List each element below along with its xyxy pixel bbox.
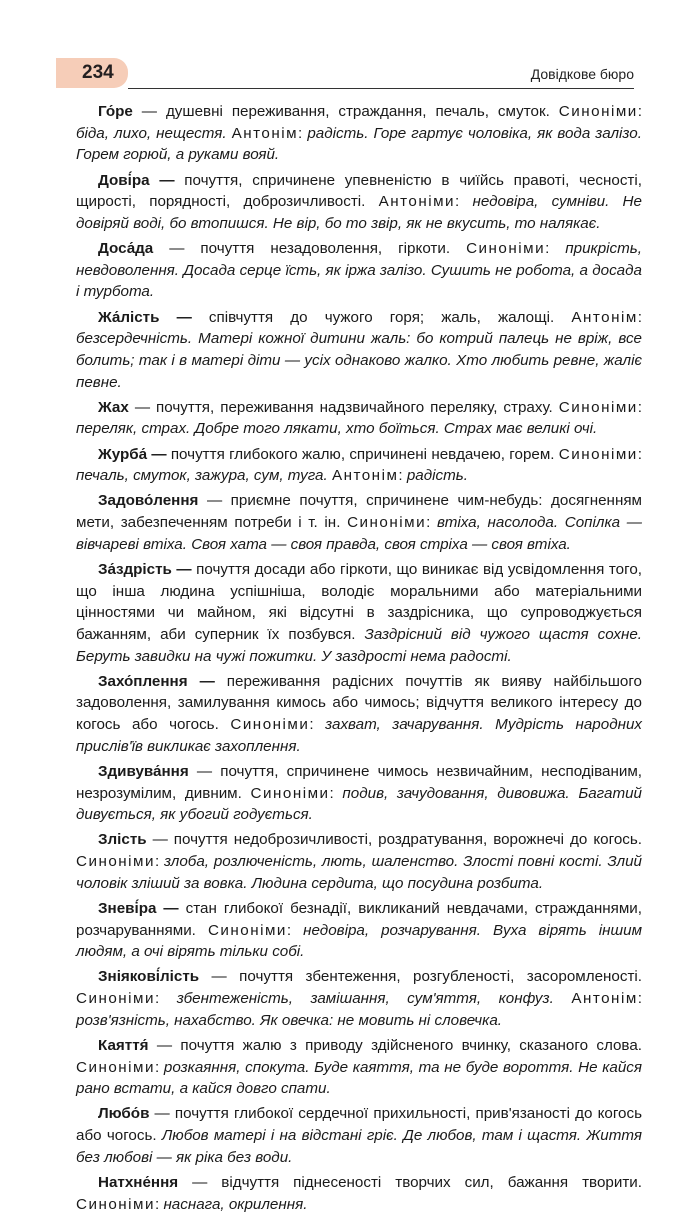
entry-example: Добре того лякати, хто боїться. Страх має великі очі. bbox=[194, 420, 598, 438]
dictionary-entry bbox=[76, 559, 642, 668]
dictionary-entry: Каяття́ — почуття жалю з приводу здійсненого вчинку, сказаного слова. Синоніми: розкаяння, спокута. Буде каяття, та не буде вороття. Не кайся рано встати, а кайся довго спати. bbox=[76, 1036, 642, 1098]
synonyms-text: недовіра, розчарування. bbox=[303, 921, 481, 939]
entry-example: Буде каяття, та не буде вороття. Не кайся рано встати, а кайся довго спати. bbox=[76, 1058, 642, 1098]
synonyms-label: Синоніми bbox=[558, 445, 638, 463]
antonyms-label: Антонім bbox=[571, 990, 638, 1008]
synonyms-label: Синоніми bbox=[76, 990, 155, 1008]
entry-definition: почуття глибокого жалю, спричинені невдачею, горем. bbox=[166, 445, 559, 463]
entry-headword: За́здрість — bbox=[98, 560, 192, 578]
synonyms-label: Синоніми bbox=[76, 1058, 155, 1076]
entry-headword: Любо́в bbox=[98, 1105, 150, 1123]
synonyms-text: наснага, окрилення. bbox=[163, 1195, 308, 1213]
running-title: Довідкове бюро bbox=[530, 66, 634, 82]
entry-headword: Жах bbox=[98, 398, 129, 416]
entry-headword: Злість bbox=[98, 831, 147, 849]
entry-example: Як овечка: не мовить ні словечка. bbox=[260, 1011, 502, 1029]
entry-headword: Здивува́ння bbox=[98, 762, 189, 780]
synonyms-label: Синоніми bbox=[76, 853, 155, 871]
dictionary-entry: Зневі́ра — стан глибокої безнадії, викликаний невдачами, стражданнями, розчаруваннями. Синоніми: недовіра, розчарування. Вуха вірять іншим людям, а очі вірять тільки собі. bbox=[76, 899, 642, 961]
dictionary-entry: Жах — почуття, переживання надзвичайного переляку, страху. Синоніми: переляк, страх. Добре того лякати, хто боїться. Страх має великі очі. bbox=[76, 398, 642, 438]
entry-definition: — почуття незадоволення, гіркоти. bbox=[153, 240, 467, 257]
synonyms-label: Синоніми bbox=[347, 514, 427, 531]
dictionary-entry: Жа́лість — співчуття до чужого горя; жаль, жалощі. Антонім: безсердечність. Матері кожної дитини жаль: бо котрий палець не вріж, все болить; так і в матері діти — усіх однаково жалко. Хто любить ревне, жаліє певне. bbox=[76, 308, 643, 391]
entry-definition: почуття, спричинене упевненістю в чиїйсь правоті, чесності, щирості, порядності, доброзичливості. bbox=[76, 171, 642, 211]
entry-definition: співчуття до чужого горя; жаль, жалощі. bbox=[191, 308, 572, 326]
entry-headword: Каяття́ bbox=[98, 1036, 149, 1054]
entry-definition: — душевні переживання, страждання, печаль, смуток. bbox=[132, 103, 559, 120]
synonyms-label: Синоніми bbox=[207, 921, 287, 939]
entry-definition: — почуття жалю з приводу здійсненого вчинку, сказаного слова. bbox=[148, 1036, 642, 1054]
entry-headword: Го́ре bbox=[98, 103, 133, 120]
synonyms-label: Синоніми bbox=[466, 240, 546, 257]
antonyms-label: Антонім bbox=[571, 308, 638, 326]
synonyms-text: переляк, страх. bbox=[76, 420, 191, 438]
entry-example: Вуха вірять іншим людям, а очі вірять тільки собі. bbox=[76, 921, 642, 961]
antonyms-text: розв'язність, нахабство. bbox=[76, 1011, 256, 1029]
page-number: 234 bbox=[82, 62, 114, 83]
entry-definition: — почуття, спричинене чимось незвичайним, несподіваним, незрозумілим, дивним. bbox=[76, 762, 642, 802]
entry-example: Сопілка — вівчареві втіха. Своя хата — своя правда, своя стріха — своя втіха. bbox=[76, 514, 642, 553]
synonyms-text: злоба, розлюченість, лють, шаленство. bbox=[164, 853, 459, 871]
synonyms-text: розкаяння, спокута. bbox=[163, 1058, 310, 1076]
entry-definition: стан глибокої безнадії, викликаний невдачами, стражданнями, розчаруваннями. bbox=[76, 899, 642, 939]
antonyms-text: радість. bbox=[406, 467, 468, 485]
entry-example: Заздрісний від чужого щастя сохне. Беруть завидки на чужі пожитки. У заздрості нема радості. bbox=[76, 625, 642, 665]
entry-example: Не довіряй воді, бо втопишся. Не вір, бо то звір, як не вкусить, то налякає. bbox=[76, 193, 642, 232]
entry-definition: — почуття, переживання надзвичайного переляку, страху. bbox=[128, 398, 559, 416]
entry-definition: — відчуття піднесеності творчих сил, бажання творити. bbox=[178, 1173, 642, 1191]
entry-headword: Натхне́ння bbox=[98, 1173, 179, 1191]
entry-headword: Зніякові́лість bbox=[98, 968, 200, 986]
antonyms-label: Антонім bbox=[231, 124, 299, 142]
entry-headword: Дові́ра — bbox=[98, 171, 175, 189]
entry-headword: Задово́лення bbox=[98, 492, 199, 510]
entry-headword: Захо́плення — bbox=[98, 672, 215, 690]
synonyms-text: подив, зачудовання, дивовижа. bbox=[342, 784, 570, 802]
entry-example: Багатий дивується, як убогий годується. bbox=[76, 784, 642, 824]
entry-definition: почуття досади або гіркоти, що виникає від усвідомлення того, що інша людина успішніша, володіє моральними або матеріальними цінностями чи майном, які відсутні в заздрісника, що супроводжується бажанням, аби суперник їх позбувся. bbox=[76, 560, 643, 643]
entry-definition: — почуття збентеження, розгубленості, засоромленості. bbox=[199, 968, 642, 986]
entry-headword: Доса́да bbox=[98, 240, 154, 257]
entry-example: Мудрість народних прислів'їв викликає захоплення. bbox=[76, 716, 642, 755]
dictionary-entry: Злість — почуття недоброзичливості, роздратування, ворожнечі до когось. Синоніми: злоба, розлюченість, лють, шаленство. Злості повні кості. Злий чоловік зліший за вовка. Людина сердита, що посудина розбита. bbox=[76, 831, 642, 892]
dictionary-entry: Журба́ — почуття глибокого жалю, спричинені невдачею, горем. Синоніми: печаль, смуток, зажура, сум, туга. Антонім: радість. bbox=[76, 445, 642, 485]
antonyms-text: безсердечність. bbox=[76, 330, 193, 348]
synonyms-label: Синоніми bbox=[558, 398, 638, 416]
synonyms-label: Синоніми bbox=[76, 1195, 155, 1213]
header-rule bbox=[128, 88, 634, 89]
dictionary-entry bbox=[76, 1103, 642, 1168]
dictionary-entry: Го́ре — душевні переживання, страждання, печаль, смуток. Синоніми: біда, лихо, нещестя. Антонім: радість. Горе гартує чоловіка, як вода залізо. Горем горюй, а руками вояй. bbox=[76, 103, 642, 164]
dictionary-entry: Задово́лення — приємне почуття, спричинене чим-небудь: досягненням мети, забезпеченням потреби і т. ін. Синоніми: втіха, насолода. Сопілка — вівчареві втіха. Своя хата — своя правда, своя стріха — своя втіха. bbox=[76, 492, 642, 553]
synonyms-text: печаль, смуток, зажура, сум, туга. bbox=[76, 467, 328, 485]
entry-example: Любов матері і на відстані гріє. Де любов, там і щастя. Життя без любові — як ріка без води. bbox=[76, 1127, 642, 1166]
dictionary-entry: Дові́ра — почуття, спричинене упевненістю в чиїйсь правоті, чесності, щирості, порядності, доброзичливості. Антоніми: недовіра, сумніви. Не довіряй воді, бо втопишся. Не вір, бо то звір, як не вкусить, то налякає. bbox=[76, 171, 642, 232]
entry-example: Горе гартує чоловіка, як вода залізо. Горем горюй, а руками вояй. bbox=[76, 124, 642, 164]
synonyms-label: Синоніми bbox=[558, 103, 638, 120]
entry-headword: Журба́ — bbox=[98, 445, 167, 463]
entry-example: Досада серце їсть, як іржа залізо. Сушить не робота, а досада і турбота. bbox=[76, 261, 642, 301]
entry-definition: — приємне почуття, спричинене чим-небудь: досягненням мети, забезпеченням потреби і т. ін. bbox=[76, 492, 642, 531]
synonyms-text: прикрість, невдоволення. bbox=[76, 240, 642, 279]
entry-headword: Жа́лість — bbox=[98, 308, 192, 326]
antonyms-label: Антонім bbox=[331, 467, 399, 485]
antonyms-label: Антоніми bbox=[378, 193, 456, 211]
synonyms-text: втіха, насолода. bbox=[436, 514, 559, 531]
entry-definition: — почуття недоброзичливості, роздратування, ворожнечі до когось. bbox=[146, 831, 642, 849]
dictionary-entries bbox=[76, 101, 642, 1219]
synonyms-label: Синоніми bbox=[250, 784, 330, 802]
synonyms-text: захват, зачарування. bbox=[325, 716, 484, 734]
dictionary-entry: Доса́да — почуття незадоволення, гіркоти. Синоніми: прикрість, невдоволення. Досада серце їсть, як іржа залізо. Сушить не робота, а досада і турбота. bbox=[76, 240, 642, 301]
dictionary-entry: Здивува́ння — почуття, спричинене чимось незвичайним, несподіваним, незрозумілим, дивним. Синоніми: подив, зачудовання, дивовижа. Багатий дивується, як убогий годується. bbox=[76, 762, 642, 824]
synonyms-label: Синоніми bbox=[230, 716, 310, 734]
synonyms-text: біда, лихо, нещестя. bbox=[76, 124, 227, 142]
synonyms-text: збентеженість, замішання, сум'яття, конфуз. bbox=[176, 990, 554, 1008]
entry-headword: Зневі́ра — bbox=[98, 899, 179, 917]
antonyms-text: недовіра, сумніви. bbox=[472, 193, 610, 211]
dictionary-entry: Натхне́ння — відчуття піднесеності творчих сил, бажання творити. Синоніми: наснага, окрилення. bbox=[76, 1173, 642, 1213]
entry-example: Злості повні кості. Злий чоловік зліший за вовка. Людина сердита, що посудина розбита. bbox=[76, 853, 642, 892]
antonyms-text: радість. bbox=[307, 124, 369, 142]
dictionary-entry: Захо́плення — переживання радісних почуттів як вияву найбільшого задоволення, замилування кимось або чимось; відчуття великого інтересу до когось або чогось. Синоніми: захват, зачарування. Мудрість народних прислів'їв викликає захоплення. bbox=[76, 672, 642, 755]
entry-definition: — почуття глибокої сердечної прихильності, прив'язаності до когось або чогось. bbox=[76, 1105, 642, 1145]
entry-definition: переживання радісних почуттів як вияву найбільшого задоволення, замилування кимось або чимось; відчуття великого інтересу до когось або чогось. bbox=[76, 672, 642, 734]
entry-example: Матері кожної дитини жаль: бо котрий палець не вріж, все болить; так і в матері діти — усіх однаково жалко. Хто любить ревне, жаліє певне. bbox=[76, 330, 642, 391]
dictionary-entry: Зніякові́лість — почуття збентеження, розгубленості, засоромленості. Синоніми: збентеженість, замішання, сум'яття, конфуз. Антонім: розв'язність, нахабство. Як овечка: не мовить ні словечка. bbox=[76, 968, 642, 1029]
